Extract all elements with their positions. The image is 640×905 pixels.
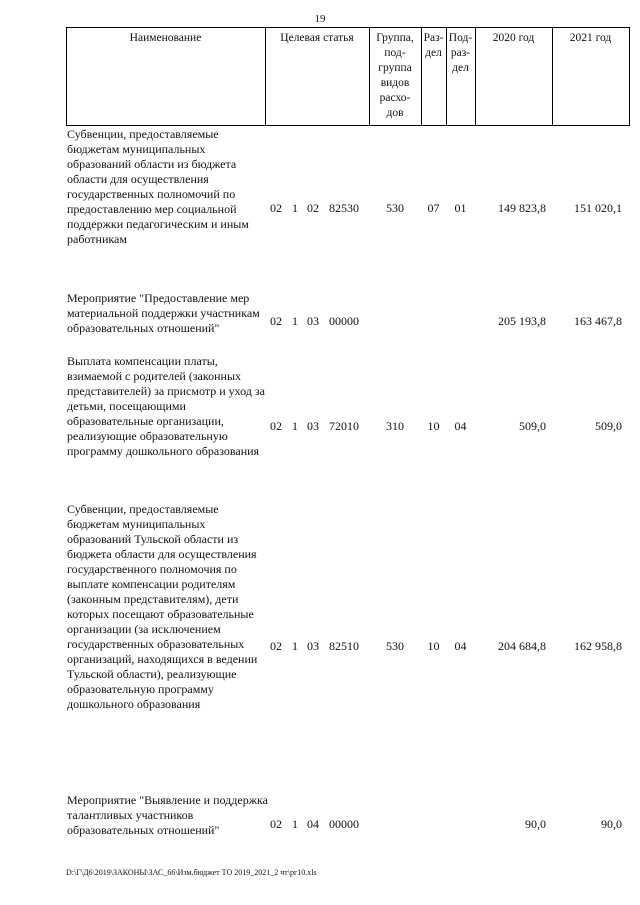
header-subsection-line: раз- (450, 47, 471, 59)
amount-2021: 509,0 (595, 419, 622, 433)
target-code-subprogram: 1 (292, 639, 298, 653)
target-code-direction: 00000 (329, 314, 359, 328)
subsection-code: 01 (454, 201, 467, 215)
row-name: Субвенции, предоставляемые бюджетам муниципальных образований области из бюджета области для осуществления государственных полномочий по предоставлению мер социальной поддержки педагогическим и иным работникам (67, 127, 249, 246)
target-code-direction: 82530 (329, 201, 359, 215)
target-code-event: 02 (307, 201, 319, 215)
row-name: Мероприятие "Выявление и поддержка талантливых участников образовательных отношений" (67, 793, 268, 837)
target-code-event: 04 (307, 817, 319, 831)
amount-2020: 90,0 (525, 817, 546, 831)
header-group-line: видов (380, 77, 410, 89)
header-2020: 2020 год (492, 32, 535, 44)
target-code-program: 02 (270, 419, 282, 433)
amount-2021: 163 467,8 (574, 314, 622, 328)
header-group-line: Группа, (376, 32, 414, 44)
target-code-event: 03 (307, 314, 319, 328)
header-group-line: дов (386, 107, 404, 119)
subsection-code: 04 (454, 419, 467, 433)
target-code-program: 02 (270, 201, 282, 215)
section-code: 10 (427, 419, 440, 433)
amount-2021: 162 958,8 (574, 639, 622, 653)
section-code: 07 (427, 201, 440, 215)
expense-group: 530 (386, 639, 404, 653)
header-section-line: дел (425, 47, 442, 59)
header-group-line: расхо- (379, 92, 411, 104)
header-name: Наименование (129, 32, 202, 44)
header-section-line: Раз- (423, 32, 444, 44)
target-code-direction: 82510 (329, 639, 359, 653)
header-subsection-line: дел (452, 62, 469, 74)
header-subsection (446, 31, 475, 76)
header-top-border (66, 27, 630, 28)
amount-2020: 205 193,8 (498, 314, 546, 328)
target-code-subprogram: 1 (292, 419, 298, 433)
file-path-footer: D:\Г\Д6\2019\ЗАКОНЫ\ЗАС_66\Изм.бюджет ТО 2019_2021_2 чт\рг10.xls (66, 868, 317, 877)
header-group-line: под- (384, 47, 406, 59)
row-name: Мероприятие "Предоставление мер материальной поддержки участникам образовательных отношений" (67, 291, 260, 335)
row-name: Субвенции, предоставляемые бюджетам муниципальных образований Тульской области из бюджета области для осуществления государственного полномочия по выплате компенсации родителям (законным представителям), дети которых посещают образовательные организации (за исключением государственных образовательных организаций, находящихся в ведении Тульской области), реализующие образовательную программу дошкольного образования (67, 502, 258, 711)
header-group-line: группа (378, 62, 412, 74)
header-target: Целевая статья (280, 32, 354, 44)
target-code-direction: 72010 (329, 419, 359, 433)
header-2021: 2021 год (569, 32, 612, 44)
header-group (369, 31, 421, 121)
header-bottom-border (66, 125, 630, 126)
expense-group: 530 (386, 201, 404, 215)
amount-2020: 149 823,8 (498, 201, 546, 215)
target-code-direction: 00000 (329, 817, 359, 831)
amount-2020: 509,0 (519, 419, 546, 433)
target-code-subprogram: 1 (292, 314, 298, 328)
target-code-subprogram: 1 (292, 201, 298, 215)
amount-2021: 151 020,1 (574, 201, 622, 215)
expense-group: 310 (386, 419, 404, 433)
section-code: 10 (427, 639, 440, 653)
header-subsection-line: Под- (448, 32, 473, 44)
target-code-program: 02 (270, 314, 282, 328)
header-border-right (629, 27, 630, 125)
target-code-event: 03 (307, 419, 319, 433)
header-section (421, 31, 446, 61)
target-code-program: 02 (270, 817, 282, 831)
row-name: Выплата компенсации платы, взимаемой с родителей (законных представителей) за присмотр и уход за детьми, посещающими образовательные организации, реализующие образовательную программу дошкольного образования (67, 354, 265, 458)
target-code-program: 02 (270, 639, 282, 653)
target-code-event: 03 (307, 639, 319, 653)
amount-2020: 204 684,8 (498, 639, 546, 653)
subsection-code: 04 (454, 639, 467, 653)
page-number: 19 (314, 13, 326, 25)
amount-2021: 90,0 (601, 817, 622, 831)
target-code-subprogram: 1 (292, 817, 298, 831)
